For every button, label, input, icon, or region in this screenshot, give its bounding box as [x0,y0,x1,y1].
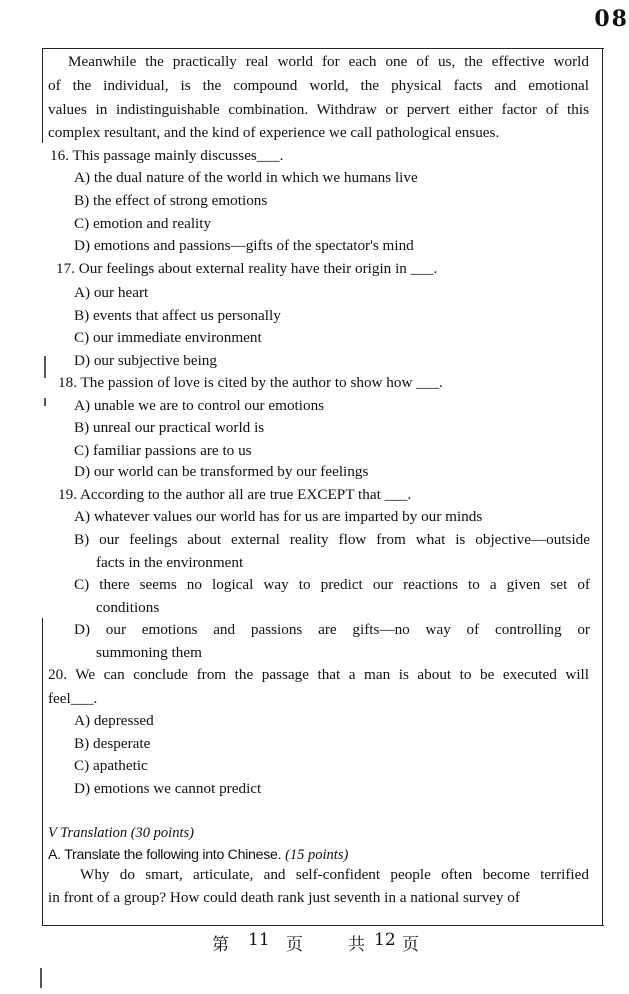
question-stem: 17. Our feelings about external reality have their origin in ___. [56,260,438,277]
footer-ye: 页 [286,935,303,955]
translation-text-line: Why do smart, articulate, and self-confident people often become terrified [80,866,589,883]
option-d-continued: summoning them [96,644,202,661]
frame-right-border [602,48,603,926]
scan-speck [44,356,46,378]
question-stem-continued: feel___. [48,690,98,707]
option-d: D) our subjective being [74,352,217,369]
page-corner-number: 08 [594,6,629,32]
option-c: C) emotion and reality [74,215,212,232]
option-b: B) desperate [74,735,151,752]
question-stem: 16. This passage mainly discusses___. [50,147,284,164]
option-c-continued: conditions [96,599,160,616]
footer-ye: 页 [402,935,419,955]
option-b-continued: facts in the environment [96,554,244,571]
option-b: B) our feelings about external reality flow from what is objective—outside [74,531,590,548]
passage-line: of the individual, is the compound world, the physical facts and emotional [48,77,589,94]
option-d: D) our world can be transformed by our feelings [74,463,369,480]
footer-gong: 共 [348,935,365,955]
frame-bottom-border [42,925,604,926]
question-stem: 18. The passion of love is cited by the author to show how ___. [58,374,443,391]
option-c: C) there seems no logical way to predict our reactions to a given set of [74,576,590,593]
option-b: B) the effect of strong emotions [74,192,268,209]
option-a: A) our heart [74,284,149,301]
scan-speck [44,398,46,406]
footer-di: 第 [212,935,229,955]
option-a: A) depressed [74,712,154,729]
translation-text-line: in front of a group? How could death rank just seventh in a national survey of [48,889,520,906]
option-d: D) emotions and passions—gifts of the spectator's mind [74,237,414,254]
option-b: B) events that affect us personally [74,307,281,324]
passage-line: values in indistinguishable combination. Withdraw or pervert either factor of this [48,101,589,118]
section-title: V Translation (30 points) [48,825,194,841]
option-b: B) unreal our practical world is [74,419,265,436]
frame-left-border-upper [42,48,43,143]
option-a: A) the dual nature of the world in which we humans live [74,169,418,186]
scan-speck [40,968,42,988]
part-heading [48,845,348,865]
option-d: D) our emotions and passions are gifts—no way of controlling or [74,621,590,638]
option-a: A) whatever values our world has for us are imparted by our minds [74,508,483,525]
option-c: C) apathetic [74,757,148,774]
question-stem: 19. According to the author all are true EXCEPT that ___. [58,486,412,503]
option-c: C) familiar passions are to us [74,442,252,459]
passage-line: complex resultant, and the kind of experience we call pathological ensues. [48,124,500,141]
question-stem: 20. We can conclude from the passage that a man is about to be executed will [48,666,589,683]
footer-current-page: 11 [248,930,270,950]
option-a: A) unable we are to control our emotions [74,397,325,414]
footer-total-pages: 12 [374,930,396,950]
option-d: D) emotions we cannot predict [74,780,262,797]
passage-line: Meanwhile the practically real world for each one of us, the effective world [68,53,589,70]
frame-left-border-lower [42,618,43,926]
frame-top-border [42,48,604,49]
part-label: A. Translate the following into Chinese. [48,847,282,863]
part-points: (15 points) [285,847,349,863]
option-c: C) our immediate environment [74,329,262,346]
